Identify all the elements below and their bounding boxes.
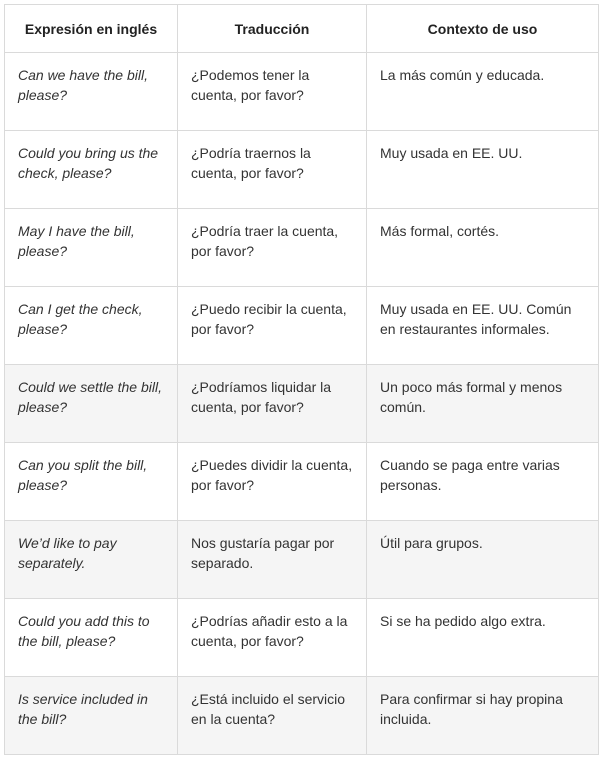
- phrases-table: [4, 4, 599, 755]
- translation-cell: ¿Está incluido el servicio en la cuenta?: [178, 677, 367, 755]
- table-row: [5, 365, 599, 443]
- context-cell: Muy usada en EE. UU. Común en restaurantes informales.: [367, 287, 599, 365]
- table-row: [5, 443, 599, 521]
- expression-cell: Can we have the bill, please?: [5, 53, 178, 131]
- expression-cell: Could you add this to the bill, please?: [5, 599, 178, 677]
- table-row: [5, 209, 599, 287]
- context-cell: Más formal, cortés.: [367, 209, 599, 287]
- header-translation: Traducción: [178, 5, 367, 53]
- expression-cell: We’d like to pay separately.: [5, 521, 178, 599]
- context-cell: Cuando se paga entre varias personas.: [367, 443, 599, 521]
- translation-cell: ¿Podría traer la cuenta, por favor?: [178, 209, 367, 287]
- table-row: [5, 131, 599, 209]
- translation-cell: ¿Podemos tener la cuenta, por favor?: [178, 53, 367, 131]
- translation-cell: ¿Puedo recibir la cuenta, por favor?: [178, 287, 367, 365]
- translation-cell: ¿Podrías añadir esto a la cuenta, por favor?: [178, 599, 367, 677]
- context-cell: Útil para grupos.: [367, 521, 599, 599]
- phrases-table-container: [4, 4, 599, 755]
- header-context: Contexto de uso: [367, 5, 599, 53]
- table-body: [5, 53, 599, 755]
- table-row: [5, 599, 599, 677]
- table-row: [5, 521, 599, 599]
- header-expression: Expresión en inglés: [5, 5, 178, 53]
- context-cell: Para confirmar si hay propina incluida.: [367, 677, 599, 755]
- translation-cell: ¿Podríamos liquidar la cuenta, por favor?: [178, 365, 367, 443]
- context-cell: Si se ha pedido algo extra.: [367, 599, 599, 677]
- expression-cell: Is service included in the bill?: [5, 677, 178, 755]
- expression-cell: May I have the bill, please?: [5, 209, 178, 287]
- context-cell: La más común y educada.: [367, 53, 599, 131]
- context-cell: Un poco más formal y menos común.: [367, 365, 599, 443]
- expression-cell: Can you split the bill, please?: [5, 443, 178, 521]
- translation-cell: ¿Puedes dividir la cuenta, por favor?: [178, 443, 367, 521]
- translation-cell: Nos gustaría pagar por separado.: [178, 521, 367, 599]
- expression-cell: Could you bring us the check, please?: [5, 131, 178, 209]
- table-header-row: [5, 5, 599, 53]
- table-row: [5, 677, 599, 755]
- expression-cell: Could we settle the bill, please?: [5, 365, 178, 443]
- context-cell: Muy usada en EE. UU.: [367, 131, 599, 209]
- translation-cell: ¿Podría traernos la cuenta, por favor?: [178, 131, 367, 209]
- expression-cell: Can I get the check, please?: [5, 287, 178, 365]
- table-row: [5, 287, 599, 365]
- table-row: [5, 53, 599, 131]
